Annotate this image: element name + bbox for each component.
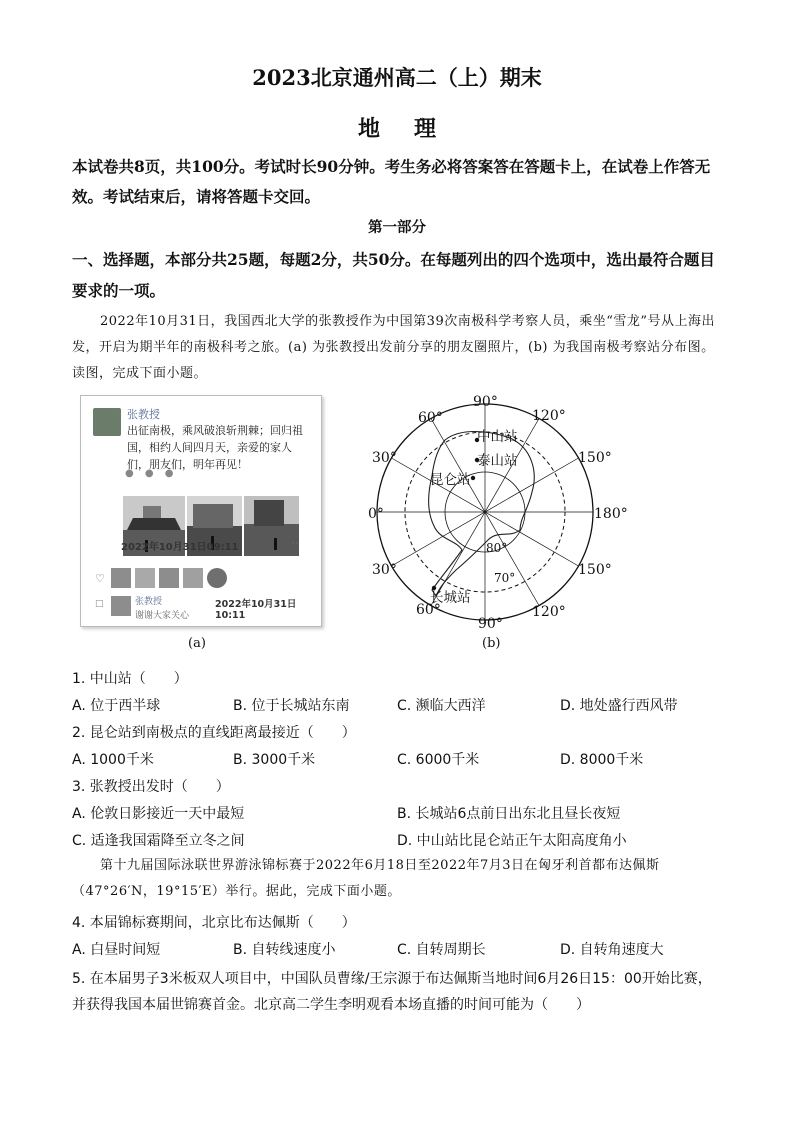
station-changcheng: 长城站 xyxy=(430,590,471,606)
q1-option-d: D. 地处盛行西风带 xyxy=(560,698,678,714)
like-avatar xyxy=(183,568,203,588)
comment-text: 谢谢大家关心 xyxy=(135,611,190,621)
lon-label-120-bottom: 120° xyxy=(532,604,566,620)
like-avatar xyxy=(159,568,179,588)
like-avatar xyxy=(207,568,227,588)
q1-option-b: B. 位于长城站东南 xyxy=(233,698,350,714)
figure-a-moments-post xyxy=(80,395,322,627)
q1-option-a: A. 位于西半球 xyxy=(72,698,161,714)
like-avatar xyxy=(111,568,131,588)
exam-instructions: 本试卷共8页，共100分。考试时长90分钟。考生务必将答案答在答题卡上，在试卷上作答无效。考试结束后，请将答题卡交回。 xyxy=(72,157,711,206)
comment-avatar xyxy=(111,596,131,616)
emoji-icons: ● ● ● xyxy=(125,468,178,479)
lon-label-60-top: 60° xyxy=(418,410,443,426)
q1-option-c: C. 濒临大西洋 xyxy=(397,698,486,714)
lon-label-0: 0° xyxy=(368,506,384,522)
question-5-stem: 5. 在本届男子3米板双人项目中，中国队员曹缘/王宗源于布达佩斯当地时间6月26日15：00开始比赛，并获得我国本届世锦赛首金。北京高二学生李明观看本场直播的时间可能为（ ） xyxy=(72,971,712,1013)
q2-option-c: C. 6000千米 xyxy=(397,752,480,768)
q2-option-a: A. 1000千米 xyxy=(72,752,154,768)
passage-2: 第十九届国际泳联世界游泳锦标赛于2022年6月18日至2022年7月3日在匈牙利首都布达佩斯（47°26′N，19°15′E）举行。据此，完成下面小题。 xyxy=(72,858,660,899)
question-4-stem: 4. 本届锦标赛期间，北京比布达佩斯（ ） xyxy=(72,915,356,931)
lon-label-30-top: 30° xyxy=(372,450,397,466)
station-kunlun: 昆仑站 xyxy=(430,472,471,488)
q4-option-a: A. 白昼时间短 xyxy=(72,942,161,958)
section-instructions: 一、选择题，本部分共25题，每题2分，共50分。在每题列出的四个选项中，选出最符合题目要求的一项。 xyxy=(72,250,715,300)
figure-a-caption: (a) xyxy=(188,636,206,651)
comment-icon: □ xyxy=(95,599,104,609)
passage-1: 2022年10月31日，我国西北大学的张教授作为中国第39次南极科学考察人员，乘坐“雪龙”号从上海出发，开启为期半年的南极科考之旅。(a) 为张教授出发前分享的朋友圈照片，(b) 为我国南极考察站分布图。读图，完成下面小题。 xyxy=(72,314,716,381)
post-user: 张教授 xyxy=(127,408,160,421)
station-dot xyxy=(471,476,475,480)
q4-option-d: D. 自转角速度大 xyxy=(560,942,664,958)
lat-label-70: 70° xyxy=(494,571,516,585)
q4-option-c: C. 自转周期长 xyxy=(397,942,486,958)
lon-label-90-top: 90° xyxy=(473,394,498,410)
question-1-stem: 1. 中山站（ ） xyxy=(72,671,188,687)
lat-label-80: 80° xyxy=(486,541,508,555)
like-icon: ♡ xyxy=(95,572,105,585)
lon-label-150-bottom: 150° xyxy=(578,562,612,578)
lon-label-30-bottom: 30° xyxy=(372,562,397,578)
q3-option-c: C. 适逢我国霜降至立冬之间 xyxy=(72,833,245,849)
q2-option-b: B. 3000千米 xyxy=(233,752,316,768)
part-heading: 第一部分 xyxy=(368,219,426,236)
subject-title: 地理 xyxy=(357,116,470,142)
station-taishan: 泰山站 xyxy=(477,453,518,469)
q3-option-b: B. 长城站6点前日出东北且昼长夜短 xyxy=(397,806,621,822)
figure-b-antarctic-map xyxy=(360,390,628,632)
q2-option-d: D. 8000千米 xyxy=(560,752,644,768)
lon-label-180: 180° xyxy=(594,506,628,522)
figure-b-caption: (b) xyxy=(482,636,501,651)
more-button[interactable]: ·· xyxy=(291,536,299,550)
question-2-stem: 2. 昆仑站到南极点的直线距离最接近（ ） xyxy=(72,725,356,741)
lon-label-150-top: 150° xyxy=(578,450,612,466)
q3-option-a: A. 伦敦日影接近一天中最短 xyxy=(72,806,245,822)
question-3-stem: 3. 张教授出发时（ ） xyxy=(72,779,230,795)
station-zhongshan: 中山站 xyxy=(477,429,518,445)
avatar xyxy=(93,408,121,436)
lon-label-120-top: 120° xyxy=(532,408,566,424)
q4-option-b: B. 自转线速度小 xyxy=(233,942,336,958)
post-text: 出征南极，乘风破浪斩荆棘；回归祖国，相约人间四月天，亲爱的家人们，朋友们，明年再见！ xyxy=(127,424,303,471)
lon-label-60-bottom: 60° xyxy=(416,602,441,618)
q3-option-d: D. 中山站比昆仑站正午太阳高度角小 xyxy=(397,833,627,849)
post-time: 2022年10月31日09:11 xyxy=(121,542,239,553)
like-avatar xyxy=(135,568,155,588)
exam-title: 2023北京通州高二（上）期末 xyxy=(252,65,542,90)
comment-user: 张教授 xyxy=(135,597,163,607)
lon-label-90-bottom: 90° xyxy=(478,616,503,632)
comment-time: 2022年10月31日10:11 xyxy=(215,599,297,621)
